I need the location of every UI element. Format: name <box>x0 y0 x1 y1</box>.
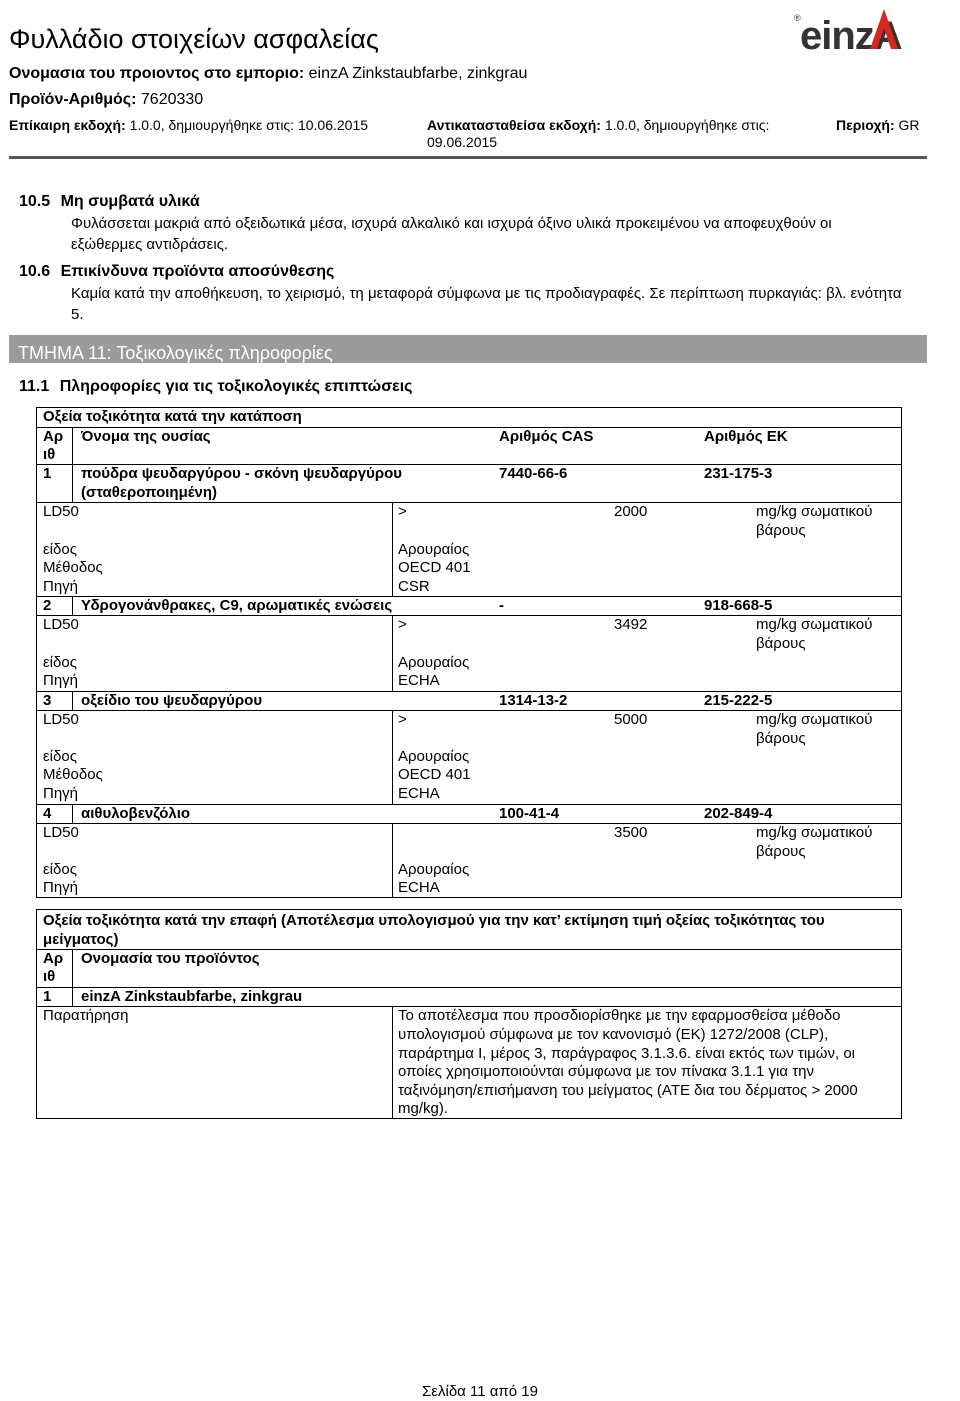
section-title: Επικίνδυνα προϊόντα αποσύνθεσης <box>60 263 335 280</box>
col-divider <box>72 949 73 1006</box>
ld50-value: 5000 <box>614 711 648 728</box>
substance-name: (σταθεροποιημένη) <box>81 484 218 501</box>
substance-cas: 1314-13-2 <box>499 692 568 709</box>
section-title: Πληροφορίες για τις τοξικολογικές επιπτώσεις <box>59 378 413 395</box>
col-divider <box>72 427 73 465</box>
remark-text-line: mg/kg). <box>398 1100 449 1117</box>
ld50-value: 2000 <box>614 503 648 520</box>
col-header-ec: Αριθμός ΕΚ <box>704 428 788 445</box>
table-title: μείγματος) <box>43 931 119 948</box>
col-divider <box>72 804 73 823</box>
method-label: Μέθοδος <box>43 559 103 576</box>
ld50-operator: > <box>398 616 407 633</box>
substance-ec: 231-175-3 <box>704 465 773 482</box>
species-value: Αρουραίος <box>398 654 470 671</box>
substance-cas: - <box>499 597 504 614</box>
col-divider <box>392 615 393 691</box>
source-label: Πηγή <box>43 672 79 689</box>
product-name-line <box>9 65 527 83</box>
replaced-version-date: 09.06.2015 <box>427 134 498 150</box>
source-value: ECHA <box>398 785 440 802</box>
current-version <box>9 117 368 133</box>
ld50-label: LD50 <box>43 616 79 633</box>
species-label: είδος <box>43 748 77 765</box>
remark-text-line: Το αποτέλεσμα που προσδιορίσθηκε με την εφαρμοσθείσα μέθοδο <box>398 1007 841 1024</box>
replaced-version <box>427 117 769 133</box>
page-number: Σελίδα 11 από 19 <box>422 1383 538 1400</box>
substance-no: 1 <box>43 465 52 482</box>
species-label: είδος <box>43 861 77 878</box>
svg-text:einzA: einzA <box>800 14 902 55</box>
col-header-no: ιθ <box>43 446 56 463</box>
product-number-label: Προϊόν-Αριθμός: <box>9 91 137 108</box>
ld50-unit: βάρους <box>756 843 806 860</box>
source-label: Πηγή <box>43 785 79 802</box>
product-number-value: 7620330 <box>140 91 204 108</box>
table-title: Οξεία τοξικότητα κατά την επαφή (Αποτέλεσμα υπολογισμού για την κατ’ εκτίμηση τιμή οξείας τοξικότητας του <box>43 912 825 929</box>
species-label: είδος <box>43 541 77 558</box>
current-version-label: Επίκαιρη εκδοχή: <box>9 117 126 133</box>
col-header-no: ιθ <box>43 968 56 985</box>
species-value: Αρουραίος <box>398 861 470 878</box>
source-label: Πηγή <box>43 879 79 896</box>
substance-ec: 215-222-5 <box>704 692 773 709</box>
svg-text:®: ® <box>794 13 801 23</box>
col-divider <box>392 1006 393 1118</box>
remark-text-line: παράρτημα I, μέρος 3, παράγραφος 3.1.3.6. είναι εκτός των τιμών, οι <box>398 1045 856 1062</box>
col-divider <box>72 464 73 502</box>
ld50-value: 3500 <box>614 824 648 841</box>
product-row-name: einzA Zinkstaubfarbe, zinkgrau <box>81 988 303 1005</box>
section-11-bar: ΤΜΗΜΑ 11: Τοξικολογικές πληροφορίες <box>9 335 927 363</box>
method-value: OECD 401 <box>398 559 471 576</box>
species-label: είδος <box>43 654 77 671</box>
ld50-operator: > <box>398 503 407 520</box>
substance-ec: 202-849-4 <box>704 805 773 822</box>
col-divider <box>392 710 393 804</box>
product-name-label: Ονομασια του προιοντος στο εμποριο: <box>9 65 305 82</box>
col-header-no: Αρ <box>43 428 64 445</box>
col-divider <box>72 596 73 615</box>
col-header-cas: Αριθμός CAS <box>499 428 594 445</box>
ld50-unit: mg/kg σωματικού <box>756 711 873 728</box>
substance-ec: 918-668-5 <box>704 597 773 614</box>
replaced-version-value: 1.0.0, δημιουργήθηκε στις: <box>604 117 770 133</box>
ld50-unit: βάρους <box>756 635 806 652</box>
col-divider <box>392 502 393 597</box>
species-value: Αρουραίος <box>398 748 470 765</box>
dermal-toxicity-table <box>36 909 902 1119</box>
product-name-value: einzA Zinkstaubfarbe, zinkgrau <box>308 65 528 82</box>
replaced-version-label: Αντικατασταθείσα εκδοχή: <box>427 117 601 133</box>
ld50-unit: βάρους <box>756 730 806 747</box>
section-number: 10.6 <box>19 263 51 280</box>
header-divider <box>9 156 927 159</box>
col-header-no: Αρ <box>43 950 64 967</box>
ld50-operator: > <box>398 711 407 728</box>
einza-logo <box>792 3 912 55</box>
source-label: Πηγή <box>43 578 79 595</box>
source-value: ECHA <box>398 879 440 896</box>
substance-name: αιθυλοβενζόλιο <box>81 805 191 822</box>
oral-toxicity-table <box>36 407 902 898</box>
region-label: Περιοχή: <box>836 117 895 133</box>
ld50-unit: mg/kg σωματικού <box>756 824 873 841</box>
source-value: ECHA <box>398 672 440 689</box>
remark-text-line: υπολογισμού σύμφωνα με τον κανονισμό (ΕΚ) 1272/2008 (CLP), <box>398 1026 829 1043</box>
source-value: CSR <box>398 578 430 595</box>
col-divider <box>72 691 73 710</box>
substance-no: 2 <box>43 597 52 614</box>
method-value: OECD 401 <box>398 766 471 783</box>
ld50-label: LD50 <box>43 503 79 520</box>
substance-name: οξείδιο του ψευδαργύρου <box>81 692 263 709</box>
section-10-5-heading <box>19 193 200 211</box>
method-label: Μέθοδος <box>43 766 103 783</box>
product-row-no: 1 <box>43 988 52 1005</box>
current-version-value: 1.0.0, δημιουργήθηκε στις: 10.06.2015 <box>129 117 369 133</box>
section-10-5-text: Φυλάσσεται μακριά από οξειδωτικά μέσα, ισχυρά αλκαλικό και ισχυρά όξινο υλικά προκειμένου να αποφευχθούν οι εξώθερμες αντιδράσεις. <box>71 215 832 253</box>
ld50-unit: mg/kg σωματικού <box>756 616 873 633</box>
substance-name: Υδρογονάνθρακες, C9, αρωματικές ενώσεις <box>81 597 393 614</box>
section-number: 11.1 <box>19 378 50 395</box>
remark-text-line: οποίες χρησιμοποιούνται σύμφωνα με τον πίνακα 3.1.1 για την <box>398 1063 814 1080</box>
section-10-6-text: Καμία κατά την αποθήκευση, το χειρισμό, τη μεταφορά σύμφωνα με τις προδιαγραφές. Σε περίπτωση πυρκαγιάς: βλ. ενότητα 5. <box>71 285 902 323</box>
substance-name: πούδρα ψευδαργύρου - σκόνη ψευδαργύρου <box>81 465 403 482</box>
col-divider <box>392 823 393 897</box>
substance-no: 3 <box>43 692 52 709</box>
product-number-line <box>9 91 203 109</box>
col-header-name: Όνομα της ουσίας <box>81 428 211 445</box>
region-value: GR <box>898 117 920 133</box>
substance-cas: 100-41-4 <box>499 805 560 822</box>
remark-label: Παρατήρηση <box>43 1007 129 1024</box>
ld50-unit: mg/kg σωματικού <box>756 503 873 520</box>
section-number: 10.5 <box>19 193 51 210</box>
document-title: Φυλλάδιο στοιχείων ασφαλείας <box>9 24 379 54</box>
table-title: Οξεία τοξικότητα κατά την κατάποση <box>43 408 302 425</box>
col-header-name: Ονομασία του προϊόντος <box>81 950 260 967</box>
species-value: Αρουραίος <box>398 541 470 558</box>
ld50-label: LD50 <box>43 711 79 728</box>
region <box>836 117 920 133</box>
section-title: Μη συμβατά υλικά <box>60 193 200 210</box>
ld50-value: 3492 <box>614 616 648 633</box>
substance-no: 4 <box>43 805 52 822</box>
section-11-1-heading <box>19 378 413 396</box>
ld50-unit: βάρους <box>756 522 806 539</box>
ld50-label: LD50 <box>43 824 79 841</box>
remark-text-line: ταξινόμηση/επισήμανση του μείγματος (ATE δια του δέρματος > 2000 <box>398 1082 858 1099</box>
substance-cas: 7440-66-6 <box>499 465 568 482</box>
section-10-6-heading <box>19 263 334 281</box>
